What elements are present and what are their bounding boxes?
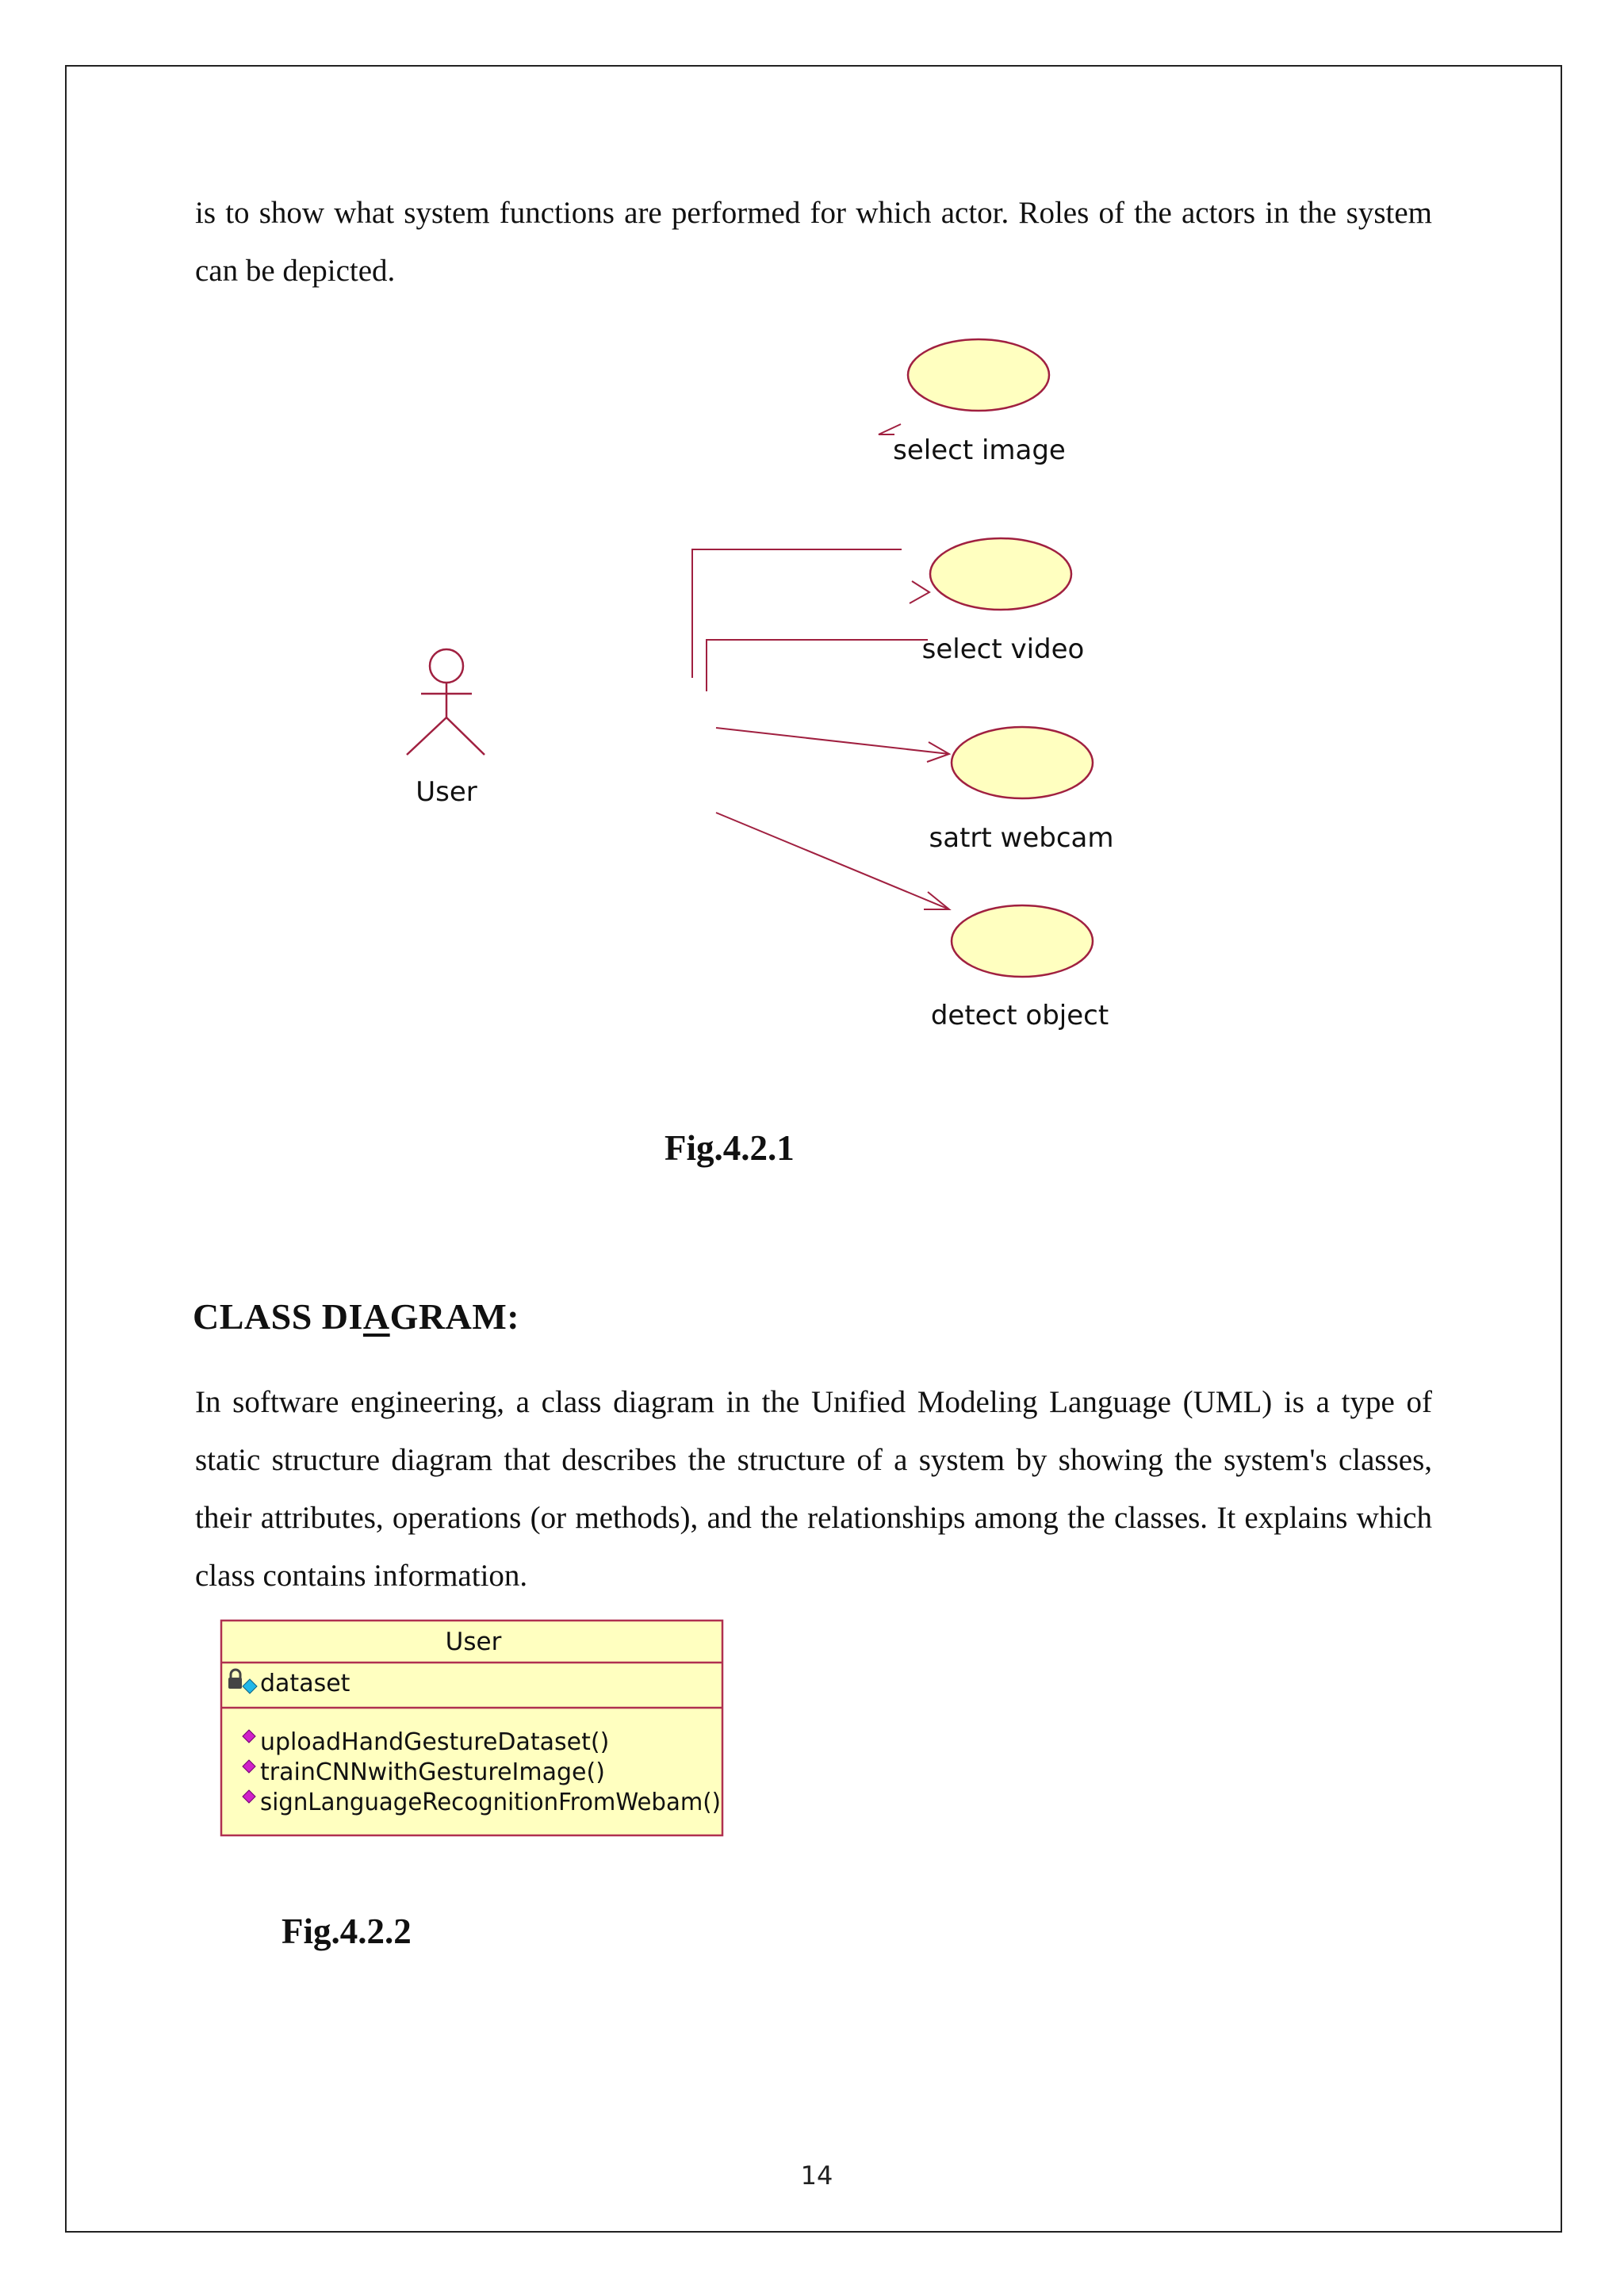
class-diagram-heading [193, 1295, 519, 1337]
class-attribute: dataset [260, 1670, 350, 1697]
connector-start-webcam [716, 728, 949, 754]
actor-leg-right [446, 718, 485, 755]
class-diagram-paragraph: In software engineering, a class diagram in the Unified Modeling Language (UML) is a type of static structure diagram that describes the structure of a system by showing the system's classes, their attributes, operations (or methods), and the relationships among the classes. It explains which class contains information. [195, 1385, 1432, 1593]
class-name: User [445, 1628, 502, 1656]
connector-select-image [692, 549, 902, 678]
use-case-label-2: satrt webcam [929, 822, 1114, 854]
use-case-select-image [908, 339, 1049, 411]
arrowhead-select-video [910, 581, 929, 603]
use-case-label-3: detect object [930, 1000, 1109, 1031]
arrowhead-select-image [879, 424, 901, 434]
connector-select-video [707, 640, 928, 691]
actor-label: User [416, 776, 477, 808]
use-case-select-video [930, 538, 1071, 610]
class-operation-1: trainCNNwithGestureImage() [260, 1758, 605, 1786]
lock-body [228, 1678, 242, 1689]
use-case-start-webcam [952, 727, 1093, 798]
actor-head [430, 649, 463, 683]
intro-paragraph: is to show what system functions are performed for which actor. Roles of the actors in the system can be depicted. [195, 196, 1432, 288]
heading-part-1: CLASS DI [193, 1296, 363, 1337]
use-case-label-1: select video [921, 633, 1085, 665]
heading-underlined-letter: A [362, 1296, 390, 1337]
page-number: 14 [800, 2160, 833, 2191]
heading-part-2: GRAM: [389, 1296, 520, 1337]
class-operation-0: uploadHandGestureDataset() [260, 1728, 610, 1756]
association-lines [692, 424, 949, 909]
class-operation-2: signLanguageRecognitionFromWebam() [260, 1789, 721, 1816]
figure-caption-1: Fig.4.2.1 [665, 1128, 795, 1168]
use-case-label-0: select image [893, 434, 1066, 466]
actor-leg-left [407, 718, 446, 755]
actor-user [407, 649, 485, 755]
figure-caption-2: Fig.4.2.2 [282, 1911, 412, 1951]
connector-detect-object [716, 813, 949, 909]
use-case-detect-object [952, 905, 1093, 977]
